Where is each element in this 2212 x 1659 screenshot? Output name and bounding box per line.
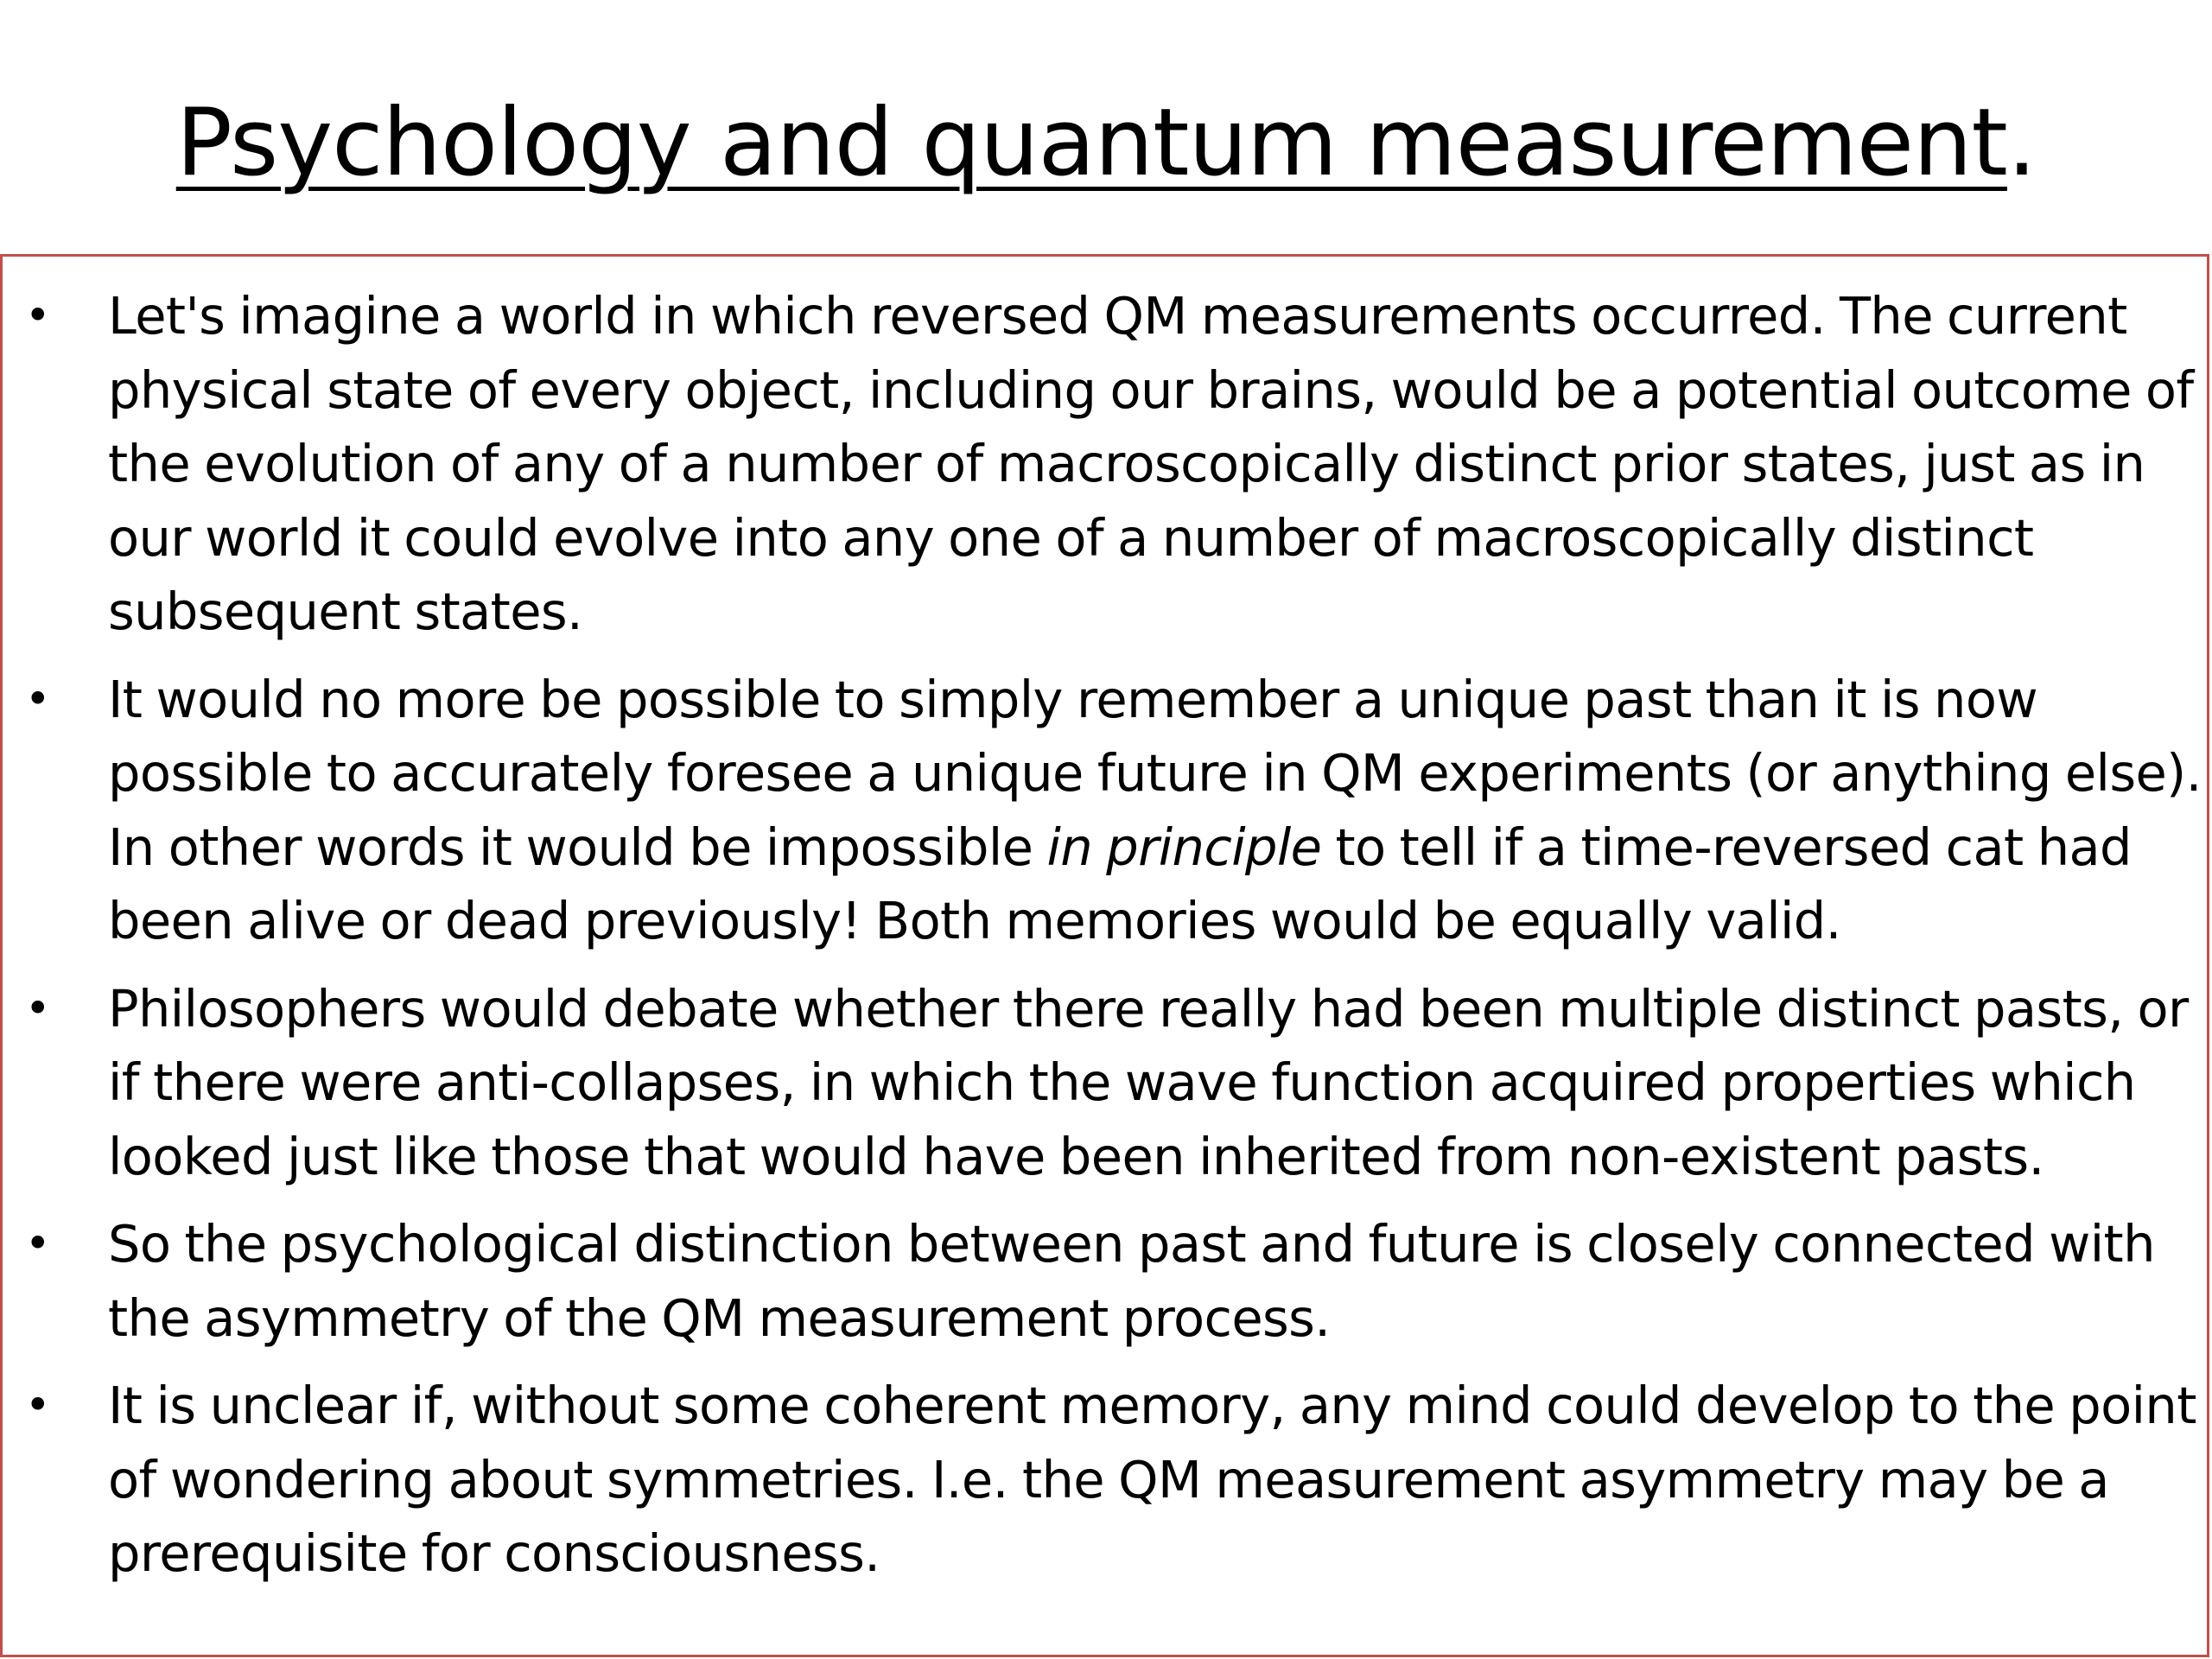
bullet-item bbox=[3, 1369, 2208, 1591]
bullet-text: So the psychological distinction between past and future is closely connected with the asymmetry of the QM measurement process. bbox=[108, 1214, 2155, 1348]
bullet-text: It is unclear if, without some coherent memory, any mind could develop to the point of wondering about symmetries. I.e. the QM measurement asymmetry may be a prerequisite for consciousness. bbox=[108, 1376, 2196, 1583]
bullet-list bbox=[3, 279, 2208, 1605]
bullet-marker: • bbox=[25, 290, 50, 340]
slide-title-text: Psychology and quantum measurement bbox=[175, 89, 2007, 197]
bullet-text: Philosophers would debate whether there really had been multiple distinct pasts, or if there were anti-collapses, in which the wave function acquired properties which looked just like those that would have been inherited from non-existent pasts. bbox=[108, 978, 2189, 1186]
bullet-marker: • bbox=[25, 982, 50, 1033]
bullet-marker: • bbox=[25, 1218, 50, 1268]
content-box bbox=[0, 254, 2209, 1657]
bullet-item bbox=[3, 279, 2208, 649]
bullet-text: It would no more be possible to simply remember a unique past than it is now possible to accurately foresee a unique future in QM experiments (or anything else). In other words it would be impossible bbox=[108, 669, 2202, 877]
bullet-item bbox=[3, 1207, 2208, 1355]
bullet-text: Let's imagine a world in which reversed QM measurements occurred. The current physical state of every object, including our brains, would be a potential outcome of the evolution of any of a number of macroscopically distinct prior states, just as in our world it could evolve into any one of a number of macroscopically distinct subsequent states. bbox=[108, 286, 2194, 641]
slide-title-period: . bbox=[2006, 89, 2037, 197]
bullet-text-italic: in principle bbox=[1046, 817, 1322, 877]
bullet-item bbox=[3, 663, 2208, 958]
bullet-marker: • bbox=[25, 673, 50, 724]
bullet-text: to tell if a time-reversed cat had been alive or dead previously! Both memories would be equally valid. bbox=[108, 817, 2132, 950]
bullet-item bbox=[3, 972, 2208, 1194]
bullet-marker: • bbox=[25, 1380, 50, 1430]
slide-title bbox=[0, 83, 2212, 204]
